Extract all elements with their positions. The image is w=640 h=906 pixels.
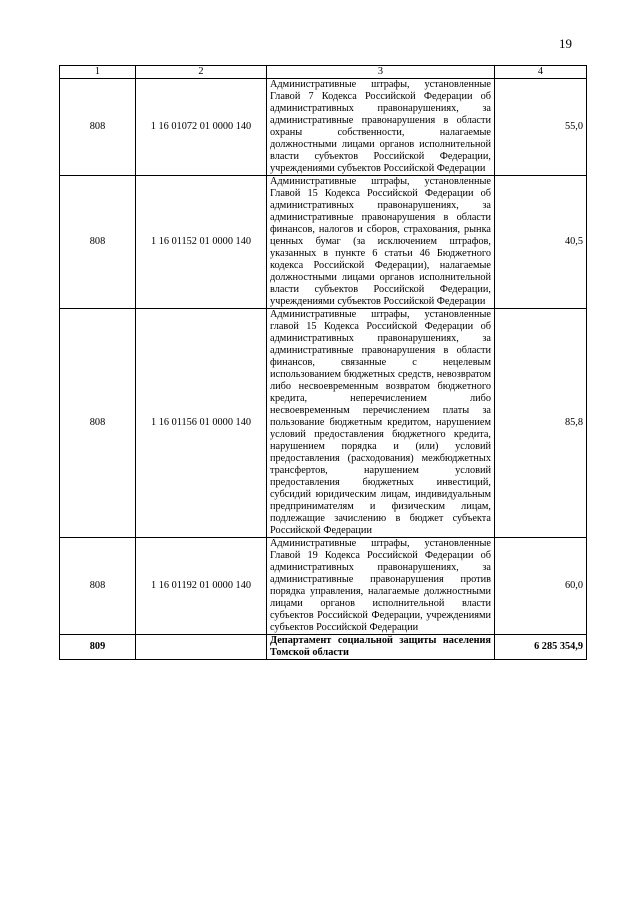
amount-cell: 85,8: [495, 309, 587, 538]
description-cell: Административные штрафы, установленные Главой 7 Кодекса Российской Федерации об административных правонарушениях, за административные правонарушения в области охраны собственности, налагаемые должностными лицами органов исполнительной власти субъектов Российской Федерации, учреждениями субъектов Российской Федерации: [267, 79, 495, 176]
amount-cell: 55,0: [495, 79, 587, 176]
revenue-code-cell: 1 16 01156 01 0000 140: [136, 309, 267, 538]
revenue-table: [59, 65, 587, 660]
description-cell: Административные штрафы, установленные Главой 19 Кодекса Российской Федерации об административных правонарушениях, за административные правонарушения против порядка управления, налагаемые должностными лицами органов исполнительной власти субъектов Российской Федерации, учреждениями субъектов Российской Федерации: [267, 538, 495, 635]
table-header-row: [60, 66, 587, 79]
amount-cell: 60,0: [495, 538, 587, 635]
amount-cell: 40,5: [495, 176, 587, 309]
column-header: 4: [495, 66, 587, 79]
table-row: [60, 79, 587, 176]
admin-code-cell: 808: [60, 79, 136, 176]
department-name-cell: Департамент социальной защиты населения Томской области: [267, 635, 495, 660]
total-amount-cell: 6 285 354,9: [495, 635, 587, 660]
page-number: 19: [559, 36, 572, 51]
table-row: [60, 538, 587, 635]
admin-code-cell: 808: [60, 538, 136, 635]
column-header: 3: [267, 66, 495, 79]
description-cell: Административные штрафы, установленные главой 15 Кодекса Российской Федерации об административных правонарушениях, за административные правонарушения в области финансов, связанные с нецелевым использованием бюджетных средств, невозвратом либо несвоевременным возвратом бюджетного кредита, неперечислением либо несвоевременным перечислением платы за пользование бюджетным кредитом, нарушением условий предоставления бюджетного кредита, нарушением порядка и (или) условий предоставления (расходования) межбюджетных трансфертов, нарушением условий предоставления бюджетных инвестиций, субсидий юридическим лицам, индивидуальным предпринимателям и физическим лицам, подлежащие зачислению в бюджет субъекта Российской Федерации: [267, 309, 495, 538]
table-row: [60, 176, 587, 309]
department-total-row: [60, 635, 587, 660]
description-cell: Административные штрафы, установленные Главой 15 Кодекса Российской Федерации об административных правонарушениях, за административные правонарушения в области финансов, налогов и сборов, страхования, рынка ценных бумаг (за исключением штрафов, указанных в пункте 6 статьи 46 Бюджетного кодекса Российской Федерации), налагаемые должностными лицами органов исполнительной власти субъектов Российской Федерации, учреждениями субъектов Российской Федерации: [267, 176, 495, 309]
revenue-code-cell: 1 16 01072 01 0000 140: [136, 79, 267, 176]
admin-code-cell: 808: [60, 176, 136, 309]
column-header: 2: [136, 66, 267, 79]
admin-code-cell: 809: [60, 635, 136, 660]
column-header: 1: [60, 66, 136, 79]
revenue-code-cell: 1 16 01192 01 0000 140: [136, 538, 267, 635]
admin-code-cell: 808: [60, 309, 136, 538]
revenue-code-cell: [136, 635, 267, 660]
revenue-code-cell: 1 16 01152 01 0000 140: [136, 176, 267, 309]
table-row: [60, 309, 587, 538]
